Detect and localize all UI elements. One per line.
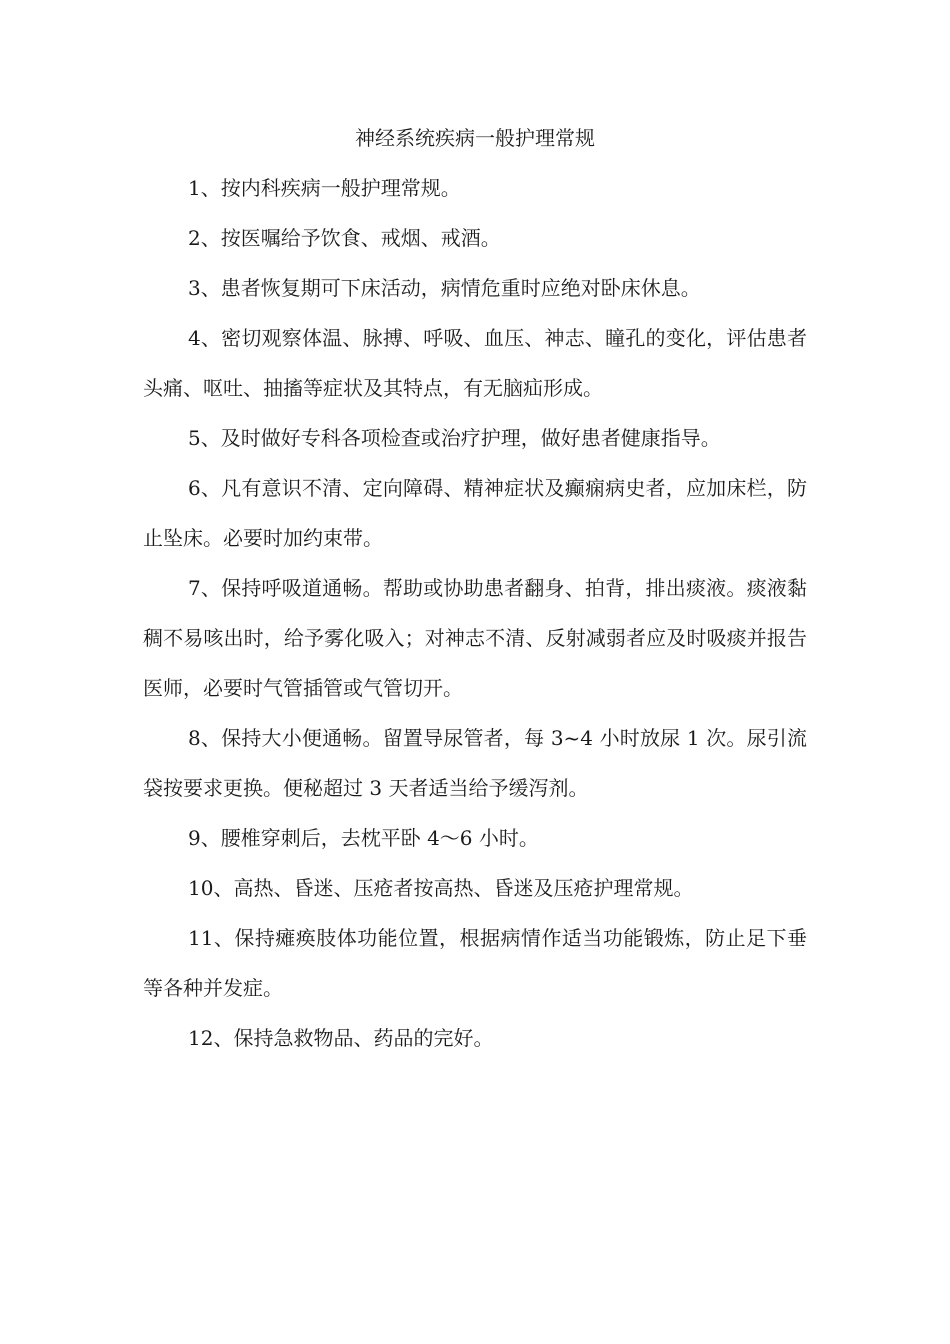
list-item: 10、高热、昏迷、压疮者按高热、昏迷及压疮护理常规。	[188, 876, 694, 900]
document-body	[143, 113, 807, 1063]
list-item: 4、密切观察体温、脉搏、呼吸、血压、神志、瞳孔的变化，评估患者头痛、呕吐、抽搐等症状及其特点，有无脑疝形成。	[143, 326, 807, 400]
list-item: 9、腰椎穿刺后，去枕平卧 4～6 小时。	[188, 826, 539, 850]
list-item: 7、保持呼吸道通畅。帮助或协助患者翻身、拍背，排出痰液。痰液黏稠不易咳出时，给予雾化吸入；对神志不清、反射减弱者应及时吸痰并报告医师，必要时气管插管或气管切开。	[143, 576, 807, 700]
list-item: 2、按医嘱给予饮食、戒烟、戒酒。	[188, 226, 501, 250]
list-item: 12、保持急救物品、药品的完好。	[188, 1026, 494, 1050]
list-item: 1、按内科疾病一般护理常规。	[188, 176, 461, 200]
list-item: 3、患者恢复期可下床活动，病情危重时应绝对卧床休息。	[188, 276, 701, 300]
list-item: 11、保持瘫痪肢体功能位置，根据病情作适当功能锻炼，防止足下垂等各种并发症。	[143, 926, 807, 1000]
document-title: 神经系统疾病一般护理常规	[355, 126, 595, 150]
list-item: 8、保持大小便通畅。留置导尿管者，每 3~4 小时放尿 1 次。尿引流袋按要求更换。便秘超过 3 天者适当给予缓泻剂。	[143, 726, 807, 800]
list-item: 5、及时做好专科各项检查或治疗护理，做好患者健康指导。	[188, 426, 721, 450]
list-item: 6、凡有意识不清、定向障碍、精神症状及癫痫病史者，应加床栏，防止坠床。必要时加约束带。	[143, 476, 807, 550]
